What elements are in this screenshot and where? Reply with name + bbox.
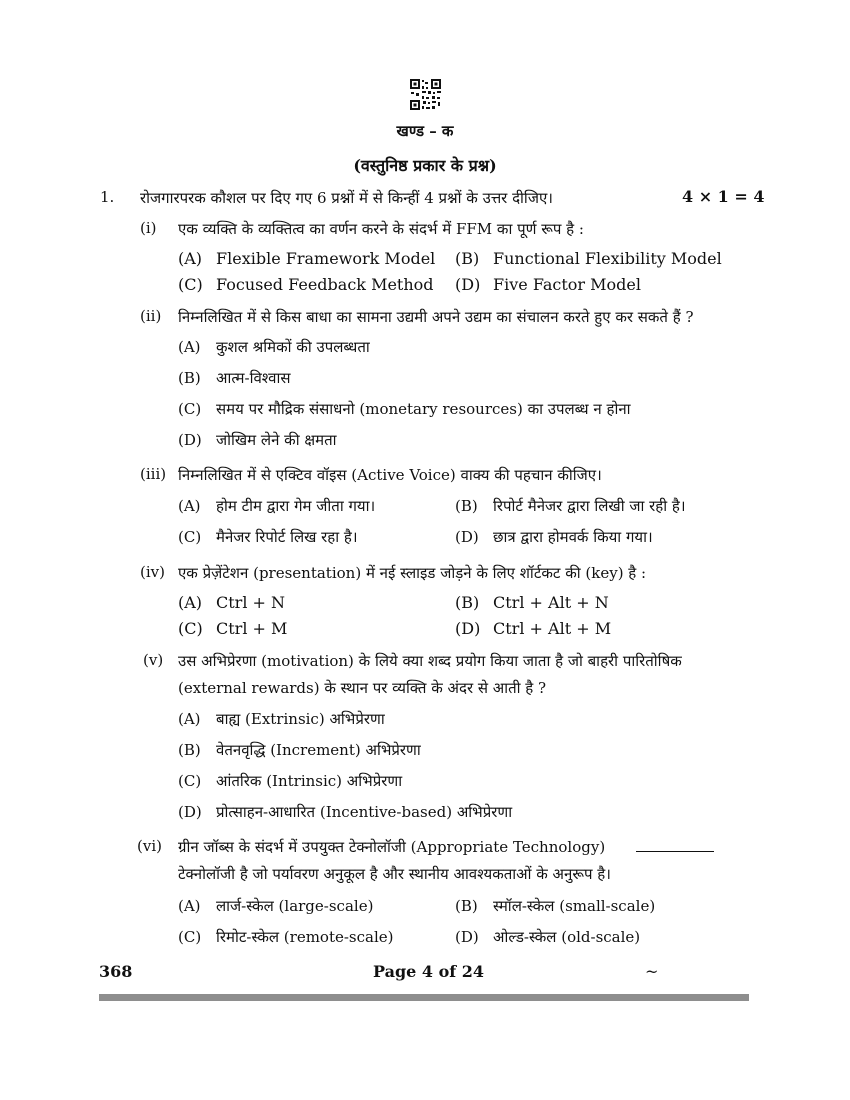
option: (A) Flexible Framework Model: [178, 249, 436, 268]
footer-mark: ~: [645, 962, 659, 981]
option: (D) ओल्ड-स्केल (old-scale): [455, 928, 641, 946]
fill-in-blank-line: [636, 851, 714, 852]
option: (A) कुशल श्रमिकों की उपलब्धता: [178, 338, 370, 356]
part-label: (iv): [140, 563, 165, 581]
part-label: (iii): [140, 465, 167, 483]
option: (B) Functional Flexibility Model: [455, 249, 722, 268]
option: (A) होम टीम द्वारा गेम जीता गया।: [178, 497, 376, 515]
section-subtitle: (वस्तुनिष्ठ प्रकार के प्रश्न): [353, 156, 497, 175]
option: (C) Ctrl + M: [178, 619, 288, 638]
part-text-continued: (external rewards) के स्थान पर व्यक्ति के अंदर से आती है ?: [178, 679, 547, 697]
part-label: (vi): [137, 837, 162, 855]
option: (D) प्रोत्साहन-आधारित (Incentive-based) अभिप्रेरणा: [178, 803, 513, 821]
option: (B) रिपोर्ट मैनेजर द्वारा लिखी जा रही है।: [455, 497, 686, 515]
option: (D) Ctrl + Alt + M: [455, 619, 612, 638]
option: (C) रिमोट-स्केल (remote-scale): [178, 928, 394, 946]
part-label: (i): [140, 219, 157, 237]
qr-code-icon: [409, 78, 442, 111]
option: (B) स्मॉल-स्केल (small-scale): [455, 897, 656, 915]
option: (B) वेतनवृद्धि (Increment) अभिप्रेरणा: [178, 741, 421, 759]
footer-divider: [99, 994, 749, 1001]
option: (C) आंतरिक (Intrinsic) अभिप्रेरणा: [178, 772, 403, 790]
question-instruction: रोजगारपरक कौशल पर दिए गए 6 प्रश्नों में से किन्हीं 4 प्रश्नों के उत्तर दीजिए।: [140, 189, 553, 207]
page-number: Page 4 of 24: [373, 962, 484, 981]
part-text-continued: टेक्नोलॉजी है जो पर्यावरण अनुकूल है और स्थानीय आवश्यकताओं के अनुरूप है।: [178, 865, 611, 883]
option: (A) बाह्य (Extrinsic) अभिप्रेरणा: [178, 710, 385, 728]
part-text: उस अभिप्रेरणा (motivation) के लिये क्या शब्द प्रयोग किया जाता है जो बाहरी पारितोषिक: [178, 652, 682, 670]
option: (D) जोखिम लेने की क्षमता: [178, 431, 337, 449]
option: (D) छात्र द्वारा होमवर्क किया गया।: [455, 528, 653, 546]
option: (C) समय पर मौद्रिक संसाधनो (monetary resources) का उपलब्ध न होना: [178, 400, 631, 418]
part-text: एक व्यक्ति के व्यक्तित्व का वर्णन करने के संदर्भ में FFM का पूर्ण रूप है :: [178, 220, 584, 238]
paper-code: 368: [99, 962, 133, 981]
option: (B) Ctrl + Alt + N: [455, 593, 609, 612]
part-text: निम्नलिखित में से एक्टिव वॉइस (Active Voice) वाक्य की पहचान कीजिए।: [178, 466, 602, 484]
option: (A) लार्ज-स्केल (large-scale): [178, 897, 374, 915]
part-label: (v): [143, 651, 164, 669]
part-label: (ii): [140, 307, 162, 325]
option: (C) Focused Feedback Method: [178, 275, 434, 294]
question-number: 1.: [100, 188, 115, 206]
option: (A) Ctrl + N: [178, 593, 286, 612]
part-text: ग्रीन जॉब्स के संदर्भ में उपयुक्त टेक्नोलॉजी (Appropriate Technology): [178, 838, 606, 856]
part-text: एक प्रेज़ेंटेशन (presentation) में नई स्लाइड जोड़ने के लिए शॉर्टकट की (key) है :: [178, 564, 647, 582]
option: (B) आत्म-विश्वास: [178, 369, 291, 387]
option: (D) Five Factor Model: [455, 275, 641, 294]
part-text: निम्नलिखित में से किस बाधा का सामना उद्यमी अपने उद्यम का संचालन करते हुए कर सकते हैं ?: [178, 308, 694, 326]
option: (C) मैनेजर रिपोर्ट लिख रहा है।: [178, 528, 358, 546]
question-marks: 4 × 1 = 4: [682, 187, 765, 206]
section-title: खण्ड – क: [396, 122, 454, 140]
